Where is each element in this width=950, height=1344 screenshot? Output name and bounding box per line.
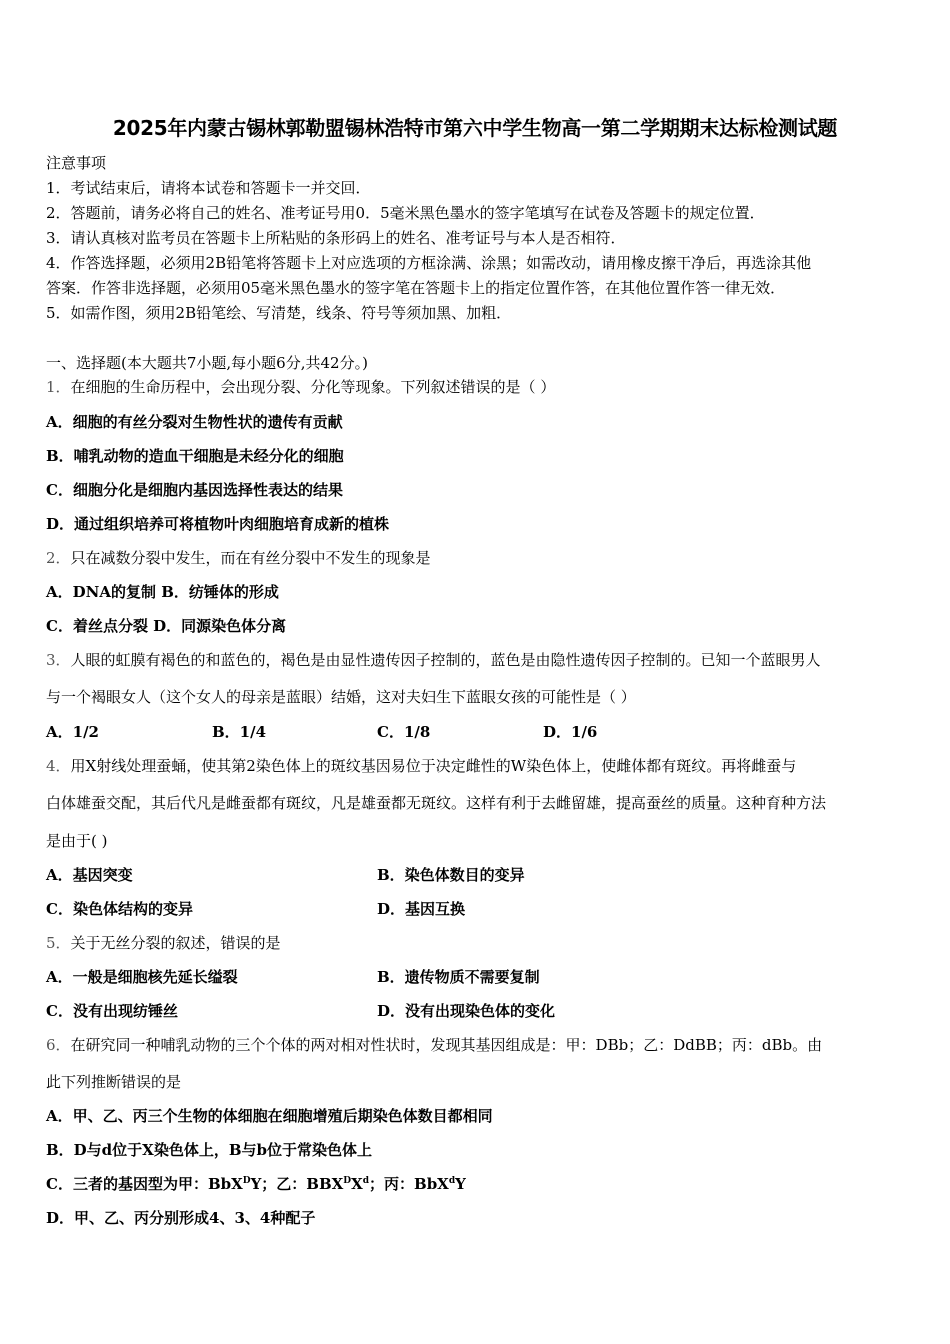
question-4-stem-cont: 白体雄蚕交配，其后代凡是雌蚕都有斑纹，凡是雄蚕都无斑纹。这样有利于去雌留雄，提高蚕丝的质量。这种育种方法 (46, 794, 827, 812)
notice-item: 2．答题前，请务必将自己的姓名、准考证号用0．5毫米黑色墨水的签字笔填写在试卷及答题卡的规定位置． (46, 204, 765, 222)
option-a: A．基因突变 (46, 866, 133, 884)
option-b: B．染色体数目的变异 (377, 866, 525, 884)
option-d: D．通过组织培养可将植物叶肉细胞培育成新的植株 (46, 515, 390, 533)
question-3-stem-cont: 与一个褐眼女人（这个女人的母亲是蓝眼）结婚，这对夫妇生下蓝眼女孩的可能性是（ ） (46, 688, 636, 706)
page-title: 2025年内蒙古锡林郭勒盟锡林浩特市第六中学生物高一第二学期期末达标检测试题 (112, 116, 838, 140)
option-b: B．遗传物质不需要复制 (377, 968, 540, 986)
question-4-stem (46, 755, 906, 776)
question-4-stem-cont: 是由于( ) (46, 832, 108, 850)
option-d: D．1/6 (543, 723, 598, 741)
options-cd: C．着丝点分裂 D．同源染色体分离 (46, 617, 287, 635)
question-2-stem (46, 547, 906, 568)
option-c: C．细胞分化是细胞内基因选择性表达的结果 (46, 481, 343, 499)
question-number: 6． (46, 1036, 71, 1054)
option-d: D．没有出现染色体的变化 (377, 1002, 556, 1020)
question-number: 2． (46, 549, 71, 567)
notice-item: 答案．作答非选择题，必须用05毫米黑色墨水的签字笔在答题卡上的指定位置作答，在其他位置作答一律无效． (46, 279, 786, 297)
question-number: 3． (46, 651, 71, 669)
question-text: 在研究同一种哺乳动物的三个个体的两对相对性状时，发现其基因组成是：甲：DBb；乙：DdBB；丙：dBb。由 (70, 1036, 823, 1054)
option-c: C．1/8 (377, 723, 431, 741)
option-c: C．染色体结构的变异 (46, 900, 193, 918)
option-b: B．D与d位于X染色体上，B与b位于常染色体上 (46, 1141, 372, 1159)
question-5-stem (46, 932, 906, 953)
question-text: 在细胞的生命历程中，会出现分裂、分化等现象。下列叙述错误的是（ ） (70, 378, 556, 396)
question-3-stem (46, 649, 906, 670)
question-text: 只在减数分裂中发生，而在有丝分裂中不发生的现象是 (70, 549, 431, 567)
notice-heading: 注意事项 (46, 154, 107, 172)
question-text: 关于无丝分裂的叙述，错误的是 (70, 934, 281, 952)
question-1-stem (46, 376, 906, 397)
notice-item: 5．如需作图，须用2B铅笔绘、写清楚，线条、符号等须加黑、加粗． (46, 304, 512, 322)
question-number: 5． (46, 934, 71, 952)
question-number: 4． (46, 757, 71, 775)
option-b: B．哺乳动物的造血干细胞是未经分化的细胞 (46, 447, 344, 465)
option-c: C．没有出现纺锤丝 (46, 1002, 178, 1020)
option-a: A．1/2 (46, 723, 99, 741)
options-ab: A．DNA的复制 B．纺锤体的形成 (46, 583, 279, 601)
option-a: A．甲、乙、丙三个生物的体细胞在细胞增殖后期染色体数目都相同 (46, 1107, 493, 1125)
notice-item: 4．作答选择题，必须用2B铅笔将答题卡上对应选项的方框涂满、涂黑；如需改动，请用橡皮擦干净后，再选涂其他 (46, 254, 812, 272)
question-text: 用X射线处理蚕蛹，使其第2染色体上的斑纹基因易位于决定雌性的W染色体上，使雌体都有斑纹。再将雌蚕与 (70, 757, 797, 775)
notice-item: 1．考试结束后，请将本试卷和答题卡一并交回． (46, 179, 371, 197)
question-6-stem-cont: 此下列推断错误的是 (46, 1073, 182, 1091)
question-number: 1． (46, 378, 71, 396)
section-heading: 一、选择题(本大题共7小题,每小题6分,共42分。) (46, 354, 368, 372)
question-text: 人眼的虹膜有褐色的和蓝色的，褐色是由显性遗传因子控制的，蓝色是由隐性遗传因子控制的。已知一个蓝眼男人 (70, 651, 821, 669)
option-b: B．1/4 (212, 723, 267, 741)
option-c: C．三者的基因型为甲：BbX$^D$Y；乙：$BBX^DX^d$；丙：BbX$^d$Y (46, 1175, 466, 1193)
option-d: D．基因互换 (377, 900, 466, 918)
notice-item: 3．请认真核对监考员在答题卡上所粘贴的条形码上的姓名、准考证号与本人是否相符． (46, 229, 626, 247)
option-a: A．细胞的有丝分裂对生物性状的遗传有贡献 (46, 413, 343, 431)
option-a: A．一般是细胞核先延长缢裂 (46, 968, 238, 986)
option-d: D．甲、乙、丙分别形成4、3、4种配子 (46, 1209, 316, 1227)
question-6-stem (46, 1034, 906, 1055)
